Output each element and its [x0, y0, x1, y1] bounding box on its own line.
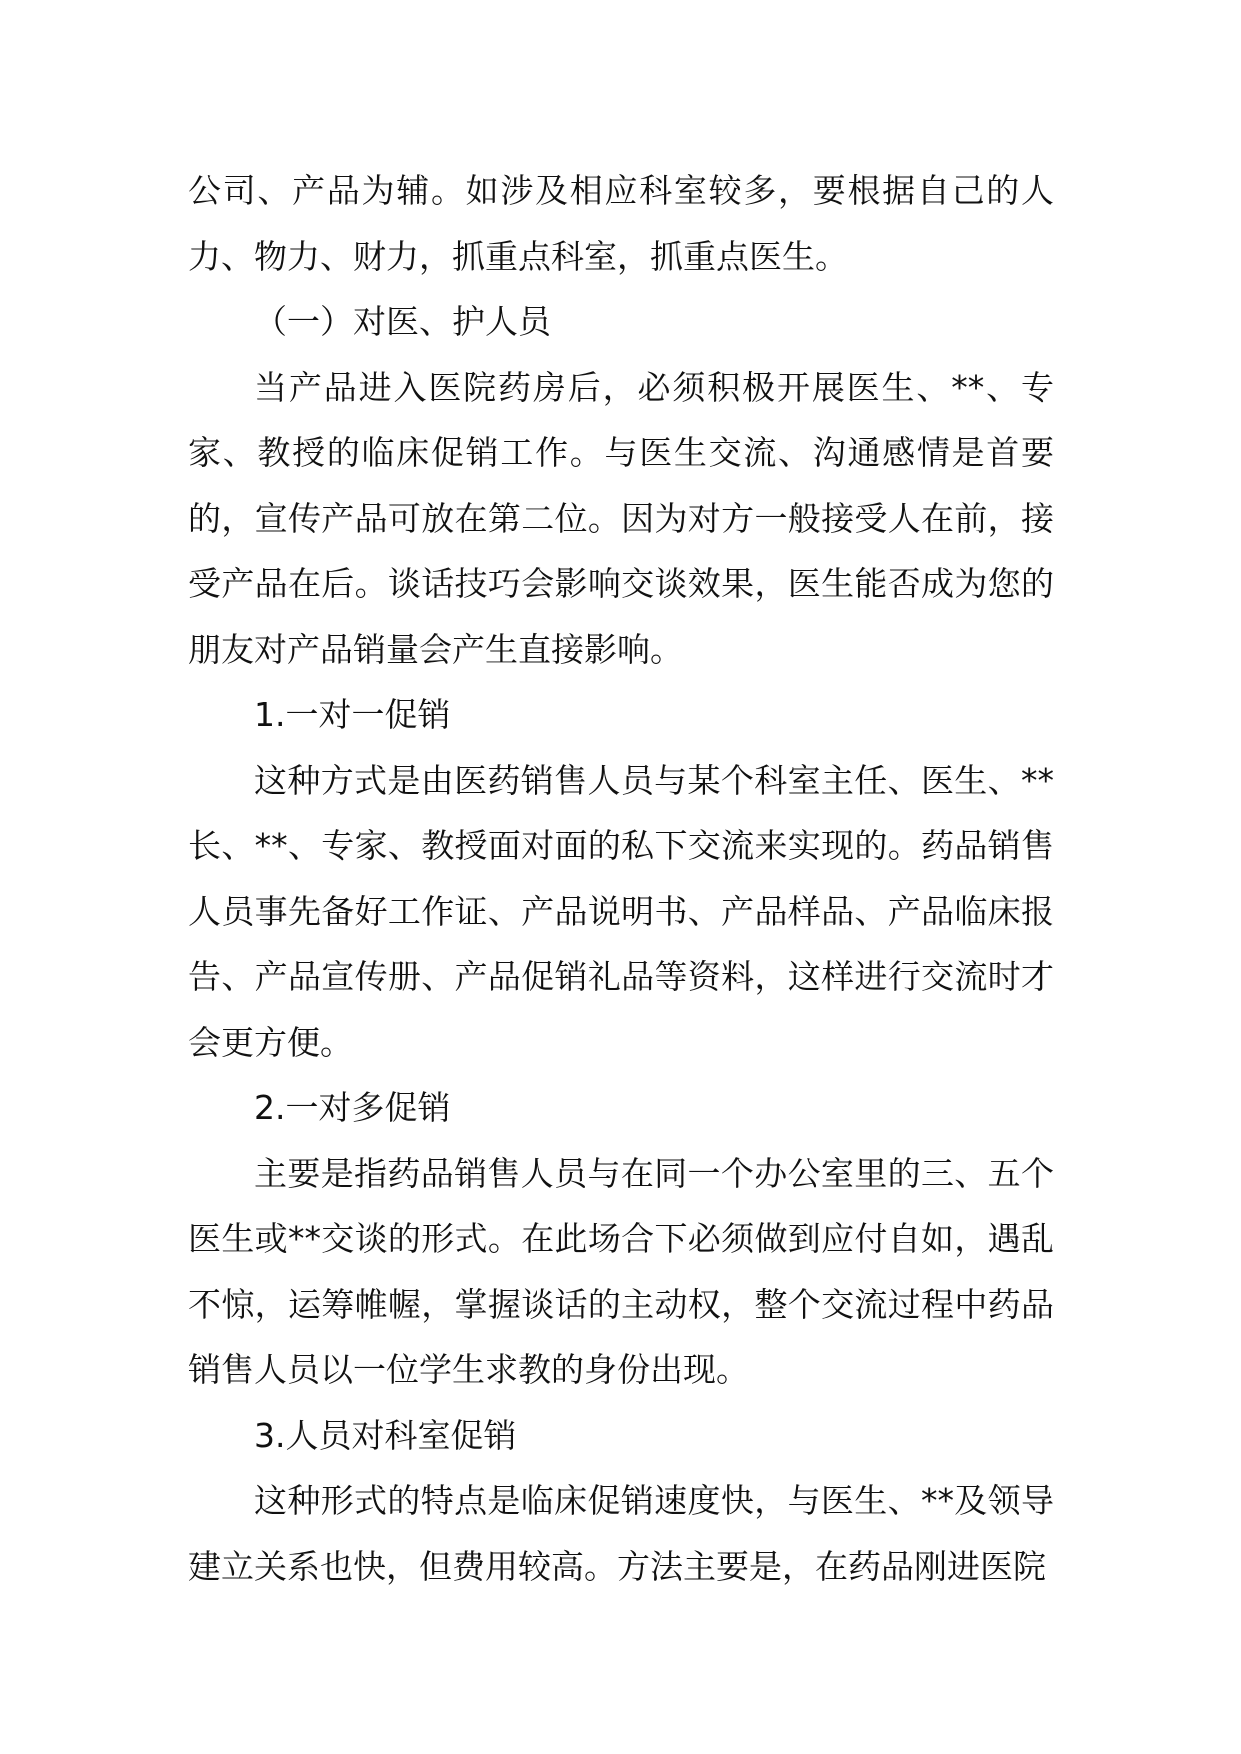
intro-continuation-paragraph: 公司、产品为辅。如涉及相应科室较多，要根据自己的人力、物力、财力，抓重点科室，抓重点医生。: [188, 171, 1054, 276]
document-body: [188, 158, 1054, 1599]
body-paragraph: 这种形式的特点是临床促销速度快，与医生、**及领导建立关系也快，但费用较高。方法主要是，在药品刚进医院: [188, 1481, 1054, 1586]
subheading-one-to-one: 1.一对一促销: [254, 695, 451, 734]
subheading-personnel-to-department: 3.人员对科室促销: [254, 1415, 517, 1455]
body-paragraph: 当产品进入医院药房后，必须积极开展医生、**、专家、教授的临床促销工作。与医生交流、沟通感情是首要的，宣传产品可放在第二位。因为对方一般接受人在前，接受产品在后。谈话技巧会影响交谈效果，医生能否成为您的朋友对产品销量会产生直接影响。: [188, 367, 1054, 669]
section-heading: （一）对医、护人员: [254, 302, 551, 341]
subheading-one-to-many: 2.一对多促销: [254, 1088, 451, 1127]
body-paragraph: 这种方式是由医药销售人员与某个科室主任、医生、**长、**、专家、教授面对面的私下交流来实现的。药品销售人员事先备好工作证、产品说明书、产品样品、产品临床报告、产品宣传册、产品促销礼品等资料，这样进行交流时才会更方便。: [188, 760, 1054, 1062]
body-paragraph: 主要是指药品销售人员与在同一个办公室里的三、五个医生或**交谈的形式。在此场合下必须做到应付自如，遇乱不惊，运筹帷幄，掌握谈话的主动权，整个交流过程中药品销售人员以一位学生求教的身份出现。: [188, 1153, 1054, 1389]
